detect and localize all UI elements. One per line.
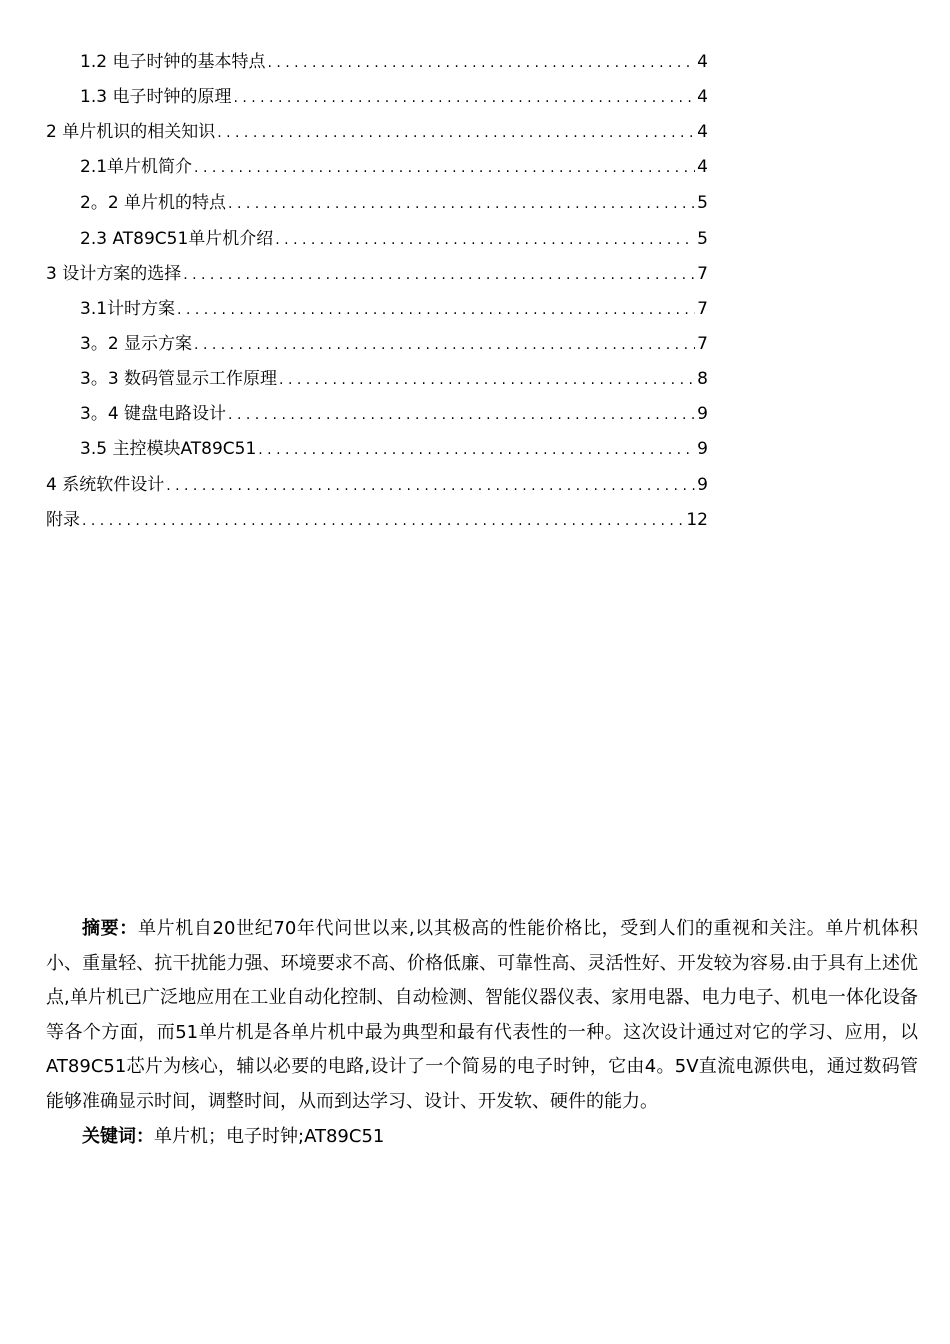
toc-leader-dots (233, 82, 695, 112)
toc-leader-dots (183, 259, 695, 289)
toc-entry-label: 2.3 AT89C51单片机介绍 (80, 229, 274, 249)
toc-entry-label: 3 设计方案的选择 (46, 264, 182, 284)
toc-entry-label: 2。2 单片机的特点 (80, 193, 227, 213)
abstract-section (46, 912, 918, 1154)
toc-entry[interactable] (46, 505, 708, 535)
toc-leader-dots (82, 505, 684, 535)
toc-leader-dots (194, 152, 695, 182)
toc-entry-page: 4 (697, 157, 708, 177)
toc-entry[interactable] (46, 470, 708, 500)
toc-entry[interactable] (80, 47, 708, 77)
toc-entry[interactable] (80, 188, 708, 218)
toc-entry-page: 7 (697, 299, 708, 319)
toc-entry-label: 2 单片机识的相关知识 (46, 122, 216, 142)
toc-leader-dots (279, 364, 695, 394)
toc-entry-page: 9 (697, 404, 708, 424)
toc-entry[interactable] (80, 364, 708, 394)
toc-entry-page: 4 (697, 122, 708, 142)
toc-entry-label: 2.1单片机简介 (80, 157, 193, 177)
toc-entry-page: 9 (697, 475, 708, 495)
toc-entry[interactable] (80, 82, 708, 112)
toc-entry-page: 12 (686, 510, 708, 530)
toc-entry-label: 附录 (46, 510, 80, 530)
toc-entry-label: 1.3 电子时钟的原理 (80, 87, 232, 107)
toc-entry[interactable] (46, 259, 708, 289)
toc-entry-label: 3。4 键盘电路设计 (80, 404, 227, 424)
toc-entry-label: 1.2 电子时钟的基本特点 (80, 52, 266, 72)
toc-leader-dots (194, 329, 695, 359)
toc-leader-dots (166, 470, 695, 500)
toc-entry-page: 5 (697, 193, 708, 213)
toc-leader-dots (258, 434, 695, 464)
toc-entry[interactable] (80, 329, 708, 359)
toc-entry[interactable] (46, 117, 708, 147)
toc-entry[interactable] (80, 224, 708, 254)
toc-entry-label: 3。2 显示方案 (80, 334, 193, 354)
toc-entry-label: 4 系统软件设计 (46, 475, 165, 495)
toc-entry[interactable] (80, 399, 708, 429)
toc-leader-dots (228, 399, 695, 429)
toc-leader-dots (267, 47, 695, 77)
toc-entry-page: 4 (697, 52, 708, 72)
toc-entry-page: 4 (697, 87, 708, 107)
toc-entry-page: 9 (697, 439, 708, 459)
abstract-body: 单片机自20世纪70年代问世以来,以其极高的性能价格比，受到人们的重视和关注。单片机体积小、重量轻、抗干扰能力强、环境要求不高、价格低廉、可靠性高、灵活性好、开发较为容易.由于具有上述优点,单片机已广泛地应用在工业自动化控制、自动检测、智能仪器仪表、家用电器、电力电子、机电一体化设备等各个方面，而51单片机是各单片机中最为典型和最有代表性的一种。这次设计通过对它的学习、应用，以AT89C51芯片为核心，辅以必要的电路,设计了一个简易的电子时钟，它由4。5V直流电源供电，通过数码管能够准确显示时间，调整时间，从而到达学习、设计、开发软、硬件的能力。 (46, 918, 919, 1112)
keywords-heading: 关键词： (82, 1125, 154, 1147)
toc-leader-dots (275, 224, 695, 254)
toc-entry-label: 3.5 主控模块AT89C51 (80, 439, 257, 459)
abstract-heading: 摘要： (82, 918, 138, 939)
toc-entry[interactable] (80, 294, 708, 324)
toc-entry[interactable] (80, 434, 708, 464)
toc-leader-dots (177, 294, 695, 324)
toc-entry-page: 5 (697, 229, 708, 249)
keywords-line (46, 1120, 918, 1155)
toc-entry-page: 7 (697, 264, 708, 284)
toc-leader-dots (217, 117, 695, 147)
toc-entry-page: 8 (697, 369, 708, 389)
keywords-body: 单片机；电子时钟;AT89C51 (154, 1125, 385, 1147)
toc-entry[interactable] (80, 152, 708, 182)
toc-leader-dots (228, 188, 695, 218)
abstract-paragraph (46, 912, 918, 1120)
toc-entry-label: 3。3 数码管显示工作原理 (80, 369, 278, 389)
toc-entry-label: 3.1计时方案 (80, 299, 176, 319)
toc-entry-page: 7 (697, 334, 708, 354)
